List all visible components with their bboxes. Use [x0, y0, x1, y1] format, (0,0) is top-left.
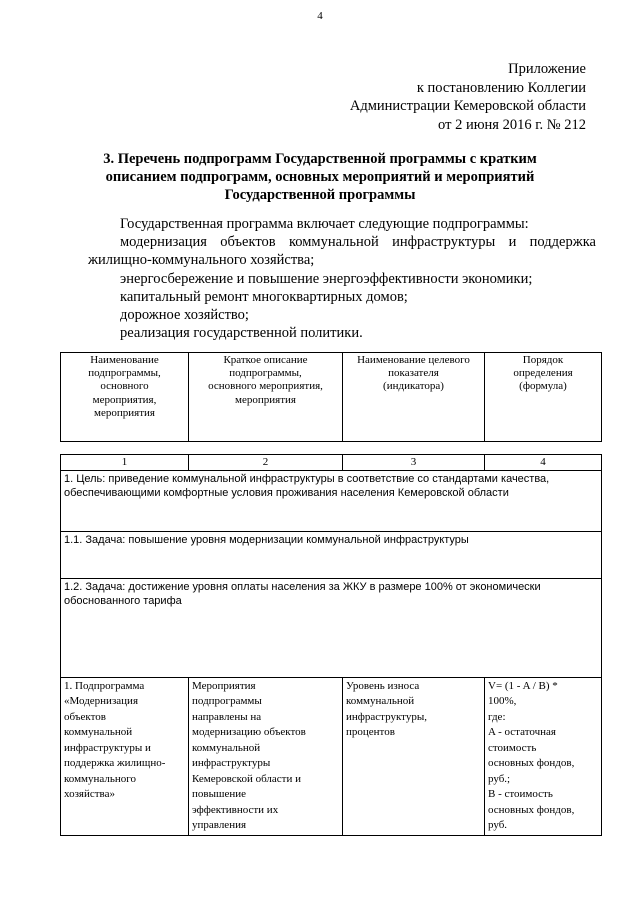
section-title-line: описанием подпрограмм, основных мероприятий и мероприятий — [105, 169, 535, 185]
header-cell-name — [61, 353, 189, 442]
header-cell-description — [189, 353, 343, 442]
cell-line: инфраструктуры — [192, 757, 271, 769]
cell-line: где: — [488, 710, 506, 723]
cell-line: A - остаточная — [488, 726, 556, 738]
intro-item: капитальный ремонт многоквартирных домов; — [120, 288, 408, 305]
intro-item: реализация государственной политики. — [120, 325, 363, 342]
subprogram-name-cell — [61, 677, 189, 835]
subprogram-formula-cell — [485, 677, 602, 835]
column-number: 3 — [343, 455, 485, 471]
appendix-line: Приложение — [508, 61, 586, 77]
header-line: подпрограммы, — [88, 367, 161, 380]
column-number-row — [61, 455, 602, 471]
header-line: Наименование — [90, 354, 159, 366]
header-cell-formula — [485, 353, 602, 442]
cell-line: поддержка жилищно- — [64, 757, 166, 769]
cell-line: процентов — [346, 726, 395, 738]
cell-line: руб. — [488, 819, 508, 831]
header-line: Порядок — [522, 354, 564, 366]
task-1-2-cell: 1.2. Задача: достижение уровня оплаты населения за ЖКУ в размере 100% от экономически обоснованного тарифа — [61, 578, 602, 677]
intro-item: дорожное хозяйство; — [120, 307, 249, 324]
header-line: определения — [513, 367, 573, 380]
subprogram-indicator-cell — [343, 677, 485, 835]
column-number: 1 — [61, 455, 189, 471]
header-line: мероприятия — [235, 393, 296, 406]
cell-line: 1. Подпрограмма — [64, 679, 145, 692]
section-title-line: Государственной программы — [224, 187, 416, 203]
header-row — [61, 353, 602, 442]
goal-cell: 1. Цель: приведение коммунальной инфраструктуры в соответствие со стандартами качества, обеспечивающими комфортные условия проживания населения Кемеровской области — [61, 470, 602, 531]
header-line: основного — [100, 380, 149, 393]
task-row — [61, 531, 602, 578]
header-line: показателя — [388, 367, 439, 380]
appendix-block — [350, 60, 586, 134]
task-row — [61, 578, 602, 677]
cell-line: B - стоимость — [488, 788, 553, 800]
cell-line: Уровень износа — [346, 679, 420, 692]
cell-line: коммунальной — [346, 695, 415, 707]
cell-line: эффективности их — [192, 803, 279, 816]
goal-row — [61, 470, 602, 531]
header-line: подпрограммы, — [229, 367, 302, 380]
header-line: основного мероприятия, — [208, 380, 323, 393]
header-line: Наименование целевого — [357, 354, 470, 366]
cell-line: руб.; — [488, 772, 511, 785]
cell-line: стоимость — [488, 741, 537, 754]
cell-line: «Модернизация — [64, 695, 139, 707]
cell-line: подпрограммы — [192, 695, 262, 707]
cell-line: 100%, — [488, 695, 517, 707]
task-1-1-cell: 1.1. Задача: повышение уровня модернизации коммунальной инфраструктуры — [61, 531, 602, 578]
cell-line: хозяйства» — [64, 788, 115, 800]
cell-line: инфраструктуры, — [346, 710, 427, 723]
cell-line: управления — [192, 819, 247, 831]
cell-line: Мероприятия — [192, 679, 256, 692]
cell-line: Кемеровской области и — [192, 772, 301, 785]
section-title-line: 3. Перечень подпрограмм Государственной программы с кратким — [103, 151, 537, 167]
subprogram-description-cell — [189, 677, 343, 835]
cell-line: коммунального — [64, 772, 136, 785]
intro-text — [88, 215, 596, 342]
column-number: 2 — [189, 455, 343, 471]
cell-line: объектов — [64, 710, 106, 723]
header-line: (индикатора) — [383, 380, 444, 393]
section-title — [70, 150, 570, 204]
header-line: мероприятия — [94, 406, 155, 419]
page-number: 4 — [317, 10, 323, 22]
cell-line: повышение — [192, 788, 246, 800]
table-body — [60, 454, 602, 836]
cell-line: V= (1 - A / B) * — [488, 679, 558, 692]
header-cell-indicator — [343, 353, 485, 442]
header-line: мероприятия, — [92, 393, 157, 406]
intro-lead: Государственная программа включает следующие подпрограммы: — [120, 216, 529, 232]
header-line: Краткое описание — [223, 354, 308, 366]
cell-line: коммунальной — [192, 741, 261, 754]
appendix-line: от 2 июня 2016 г. № 212 — [438, 116, 586, 133]
table-row — [61, 677, 602, 835]
table-header — [60, 352, 602, 442]
header-line: (формула) — [519, 380, 567, 393]
appendix-line: Администрации Кемеровской области — [349, 98, 586, 114]
cell-line: инфраструктуры и — [64, 741, 151, 754]
cell-line: основных фондов, — [488, 803, 575, 816]
cell-line: модернизацию объектов — [192, 726, 306, 738]
appendix-line: к постановлению Коллегии — [416, 79, 586, 96]
cell-line: направлены на — [192, 710, 262, 723]
cell-line: коммунальной — [64, 726, 133, 738]
intro-item: модернизация объектов коммунальной инфраструктуры и поддержка жилищно-коммунального хозяйства; — [88, 234, 596, 269]
intro-item: энергосбережение и повышение энергоэффективности экономики; — [120, 270, 533, 287]
cell-line: основных фондов, — [488, 757, 575, 769]
column-number: 4 — [485, 455, 602, 471]
